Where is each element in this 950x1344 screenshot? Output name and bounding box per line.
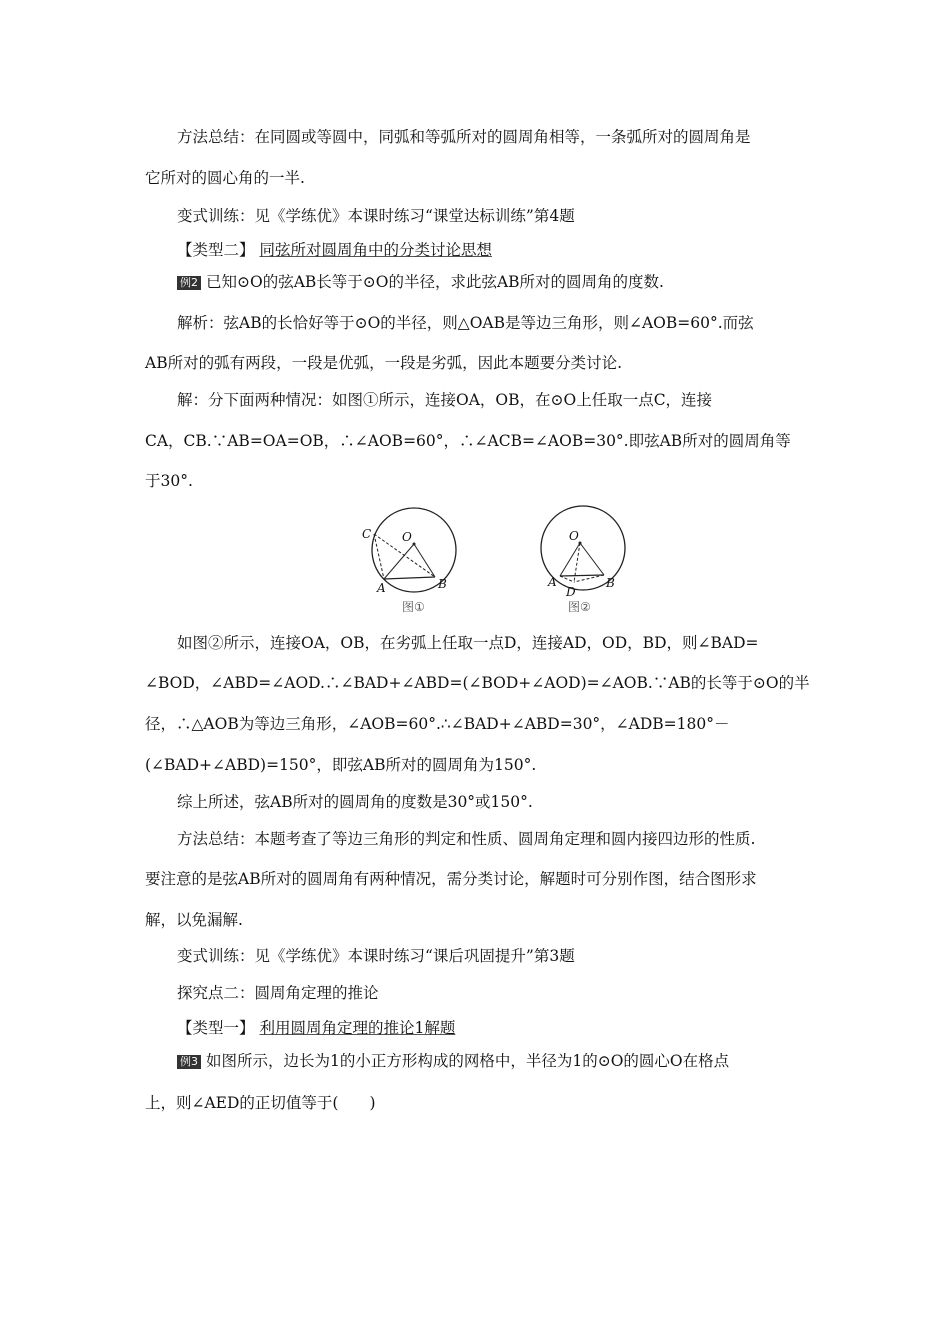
solution2-line-3: 径，∴△AOB为等边三角形，∠AOB=60°.∴∠BAD+∠ABD=30°，∠ADB=180°－: [145, 715, 730, 733]
fig2-label-b: B: [606, 576, 615, 590]
solution2-line-2: ∠BOD，∠ABD=∠AOD.∴∠BAD+∠ABD=(∠BOD+∠AOD)=∠AOB.∵AB的长等于⊙O的半: [145, 674, 810, 692]
example-3-line-1: [177, 1050, 729, 1072]
analysis-line-2: AB所对的弧有两段，一段是优弧，一段是劣弧，因此本题要分类讨论.: [145, 354, 623, 372]
type2-title: 同弦所对圆周角中的分类讨论思想: [259, 241, 492, 259]
variant-training-1: 变式训练：见《学练优》本课时练习“课堂达标训练”第4题: [177, 207, 575, 225]
fig1-label-b: B: [438, 577, 447, 591]
conclusion: 综上所述，弦AB所对的圆周角的度数是30°或150°.: [177, 793, 533, 811]
fig2-chord-ab: [560, 575, 604, 576]
fig1-segment-oa: [384, 544, 414, 579]
type1-tag: 【类型一】: [177, 1019, 255, 1037]
fig2-label-o: O: [569, 529, 579, 543]
method-summary-1-line-2: 它所对的圆心角的一半.: [145, 169, 305, 187]
figure-2: [528, 500, 638, 620]
analysis-line-1: 解析：弦AB的长恰好等于⊙O的半径，则△OAB是等边三角形，则∠AOB=60°.而弦: [177, 314, 754, 332]
example-3-text: 如图所示，边长为1的小正方形构成的网格中，半径为1的⊙O的圆心O在格点: [206, 1052, 730, 1070]
solution-line-1: 解：分下面两种情况：如图①所示，连接OA，OB，在⊙O上任取一点C，连接: [177, 391, 713, 409]
example-2: [177, 271, 664, 293]
fig2-segment-ob: [580, 543, 604, 575]
example-3-line-2: 上，则∠AED的正切值等于( ): [145, 1094, 376, 1112]
fig1-caption: 图①: [402, 600, 425, 614]
method-summary-2-line-3: 解，以免漏解.: [145, 911, 243, 929]
type1-title: 利用圆周角定理的推论1解题: [259, 1019, 456, 1037]
example-3-badge: 例3: [177, 1055, 201, 1069]
fig2-label-a: A: [548, 575, 557, 589]
explore-point-2: 探究点二：圆周角定理的推论: [177, 984, 379, 1002]
example-2-text: 已知⊙O的弦AB长等于⊙O的半径，求此弦AB所对的圆周角的度数.: [206, 273, 664, 291]
fig1-label-o: O: [402, 530, 412, 544]
figure-1: [356, 500, 466, 620]
fig2-segment-ad: [560, 576, 574, 582]
method-summary-2-line-1: 方法总结：本题考查了等边三角形的判定和性质、圆周角定理和圆内接四边形的性质.: [177, 830, 756, 848]
variant-training-2: 变式训练：见《学练优》本课时练习“课后巩固提升”第3题: [177, 947, 575, 965]
fig1-segment-ob: [414, 544, 435, 577]
solution-line-2: CA，CB.∵AB=OA=OB，∴∠AOB=60°，∴∠ACB=∠AOB=30°.即弦AB所对的圆周角等: [145, 432, 791, 450]
solution-line-3: 于30°.: [145, 472, 193, 490]
solution2-line-4: (∠BAD+∠ABD)=150°，即弦AB所对的圆周角为150°.: [145, 756, 537, 774]
fig2-caption: 图②: [568, 600, 591, 614]
fig2-label-d: D: [566, 585, 576, 599]
fig1-label-a: A: [377, 581, 386, 595]
fig1-chord-ab: [384, 577, 435, 579]
type1-heading: [177, 1017, 455, 1039]
fig1-label-c: C: [362, 527, 372, 541]
solution2-line-1: 如图②所示，连接OA，OB，在劣弧上任取一点D，连接AD，OD，BD，则∠BAD=: [177, 634, 759, 652]
method-summary-2-line-2: 要注意的是弦AB所对的圆周角有两种情况，需分类讨论，解题时可分别作图，结合图形求: [145, 870, 757, 888]
type2-tag: 【类型二】: [177, 241, 255, 259]
example-2-badge: 例2: [177, 276, 201, 290]
type2-heading: [177, 239, 492, 261]
method-summary-1-line-1: 方法总结：在同圆或等圆中，同弧和等弧所对的圆周角相等，一条弧所对的圆周角是: [177, 128, 751, 146]
